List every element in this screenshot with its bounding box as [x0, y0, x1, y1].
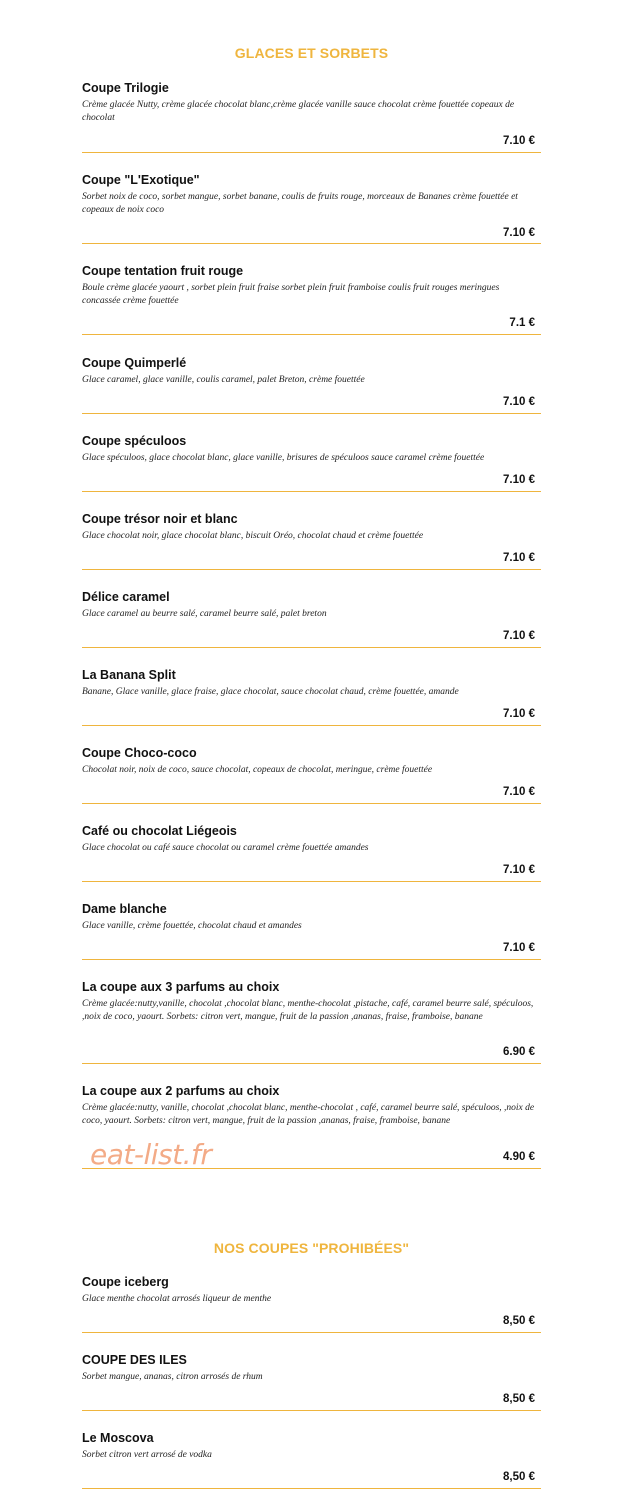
menu-item — [82, 511, 541, 564]
item-price: 8,50 € — [503, 1471, 535, 1483]
item-price: 6.90 € — [503, 1046, 535, 1058]
item-price: 7.10 € — [503, 942, 535, 954]
item-price: 7.10 € — [503, 864, 535, 876]
item-description: Crème glacée Nutty, crème glacée chocolat blanc,crème glacée vanille sauce chocolat crème fouettée copeaux de chocolat — [82, 100, 515, 124]
divider — [82, 243, 541, 244]
divider — [82, 725, 541, 726]
item-description: Sorbet citron vert arrosé de vodka — [82, 1450, 212, 1460]
item-name: La coupe aux 3 parfums au choix — [82, 980, 280, 994]
item-description: Glace caramel au beurre salé, caramel beurre salé, palet breton — [82, 609, 327, 619]
divider — [82, 647, 541, 648]
item-name: La Banana Split — [82, 668, 176, 682]
divider — [82, 334, 541, 335]
item-name: Coupe Choco-coco — [82, 746, 197, 760]
item-description: Glace vanille, crème fouettée, chocolat chaud et amandes — [82, 921, 302, 931]
menu-item — [82, 979, 541, 1058]
menu-item — [82, 263, 541, 329]
divider — [82, 491, 541, 492]
item-price: 7.10 € — [503, 630, 535, 642]
divider — [82, 413, 541, 414]
item-name: Coupe "L'Exotique" — [82, 173, 200, 187]
item-price: 7.10 € — [503, 552, 535, 564]
menu-item — [82, 80, 541, 147]
menu-item — [82, 667, 541, 720]
item-description: Sorbet noix de coco, sorbet mangue, sorbet banane, coulis de fruits rouge, morceaux de Bananes crème fouettée et copeaux de noix coco — [82, 192, 518, 216]
item-description: Glace chocolat ou café sauce chocolat ou caramel crème fouettée amandes — [82, 843, 369, 853]
item-name: Délice caramel — [82, 590, 170, 604]
item-price: 7.10 € — [503, 786, 535, 798]
item-name: Coupe tentation fruit rouge — [82, 264, 244, 278]
item-name: Le Moscova — [82, 1431, 154, 1445]
menu-item — [82, 823, 541, 876]
item-name: COUPE DES ILES — [82, 1353, 187, 1367]
item-description: Chocolat noir, noix de coco, sauce chocolat, copeaux de chocolat, meringue, crème fouettée — [82, 765, 433, 775]
item-name: Coupe Quimperlé — [82, 356, 187, 370]
item-description: Glace spéculoos, glace chocolat blanc, glace vanille, brisures de spéculoos sauce caramel crème fouettée — [82, 453, 485, 463]
item-price: 8,50 € — [503, 1393, 535, 1405]
item-price: 7.10 € — [503, 708, 535, 720]
menu-item — [82, 589, 541, 642]
divider — [82, 1410, 541, 1411]
divider — [82, 1332, 541, 1333]
divider — [82, 569, 541, 570]
watermark: eat-list.fr — [90, 1138, 212, 1171]
item-name: Coupe trésor noir et blanc — [82, 512, 238, 526]
menu-item — [82, 901, 541, 954]
menu-item — [82, 172, 541, 239]
menu-item — [82, 1430, 541, 1483]
divider — [82, 959, 541, 960]
item-name: Coupe spéculoos — [82, 434, 187, 448]
item-price: 7.10 € — [503, 135, 535, 147]
item-description: Crème glacée:nutty,vanille, chocolat ,chocolat blanc, menthe-chocolat ,pistache, café, caramel beurre salé, spéculoos, ,noix de coco, yaourt. Sorbets: citron vert, mangue, fruit de la passion ,ananas, fraise, framboise, banane — [82, 999, 534, 1023]
item-description: Crème glacée:nutty, vanille, chocolat ,chocolat blanc, menthe-chocolat , café, caramel beurre salé, spéculoos, ,noix de coco, yaourt. Sorbets: citron vert, mangue, fruit de la passion ,ananas, fraise, framboise, banane — [82, 1103, 535, 1127]
item-price: 7.10 € — [503, 396, 535, 408]
divider — [82, 881, 541, 882]
menu-item — [82, 745, 541, 798]
item-price: 7.10 € — [503, 474, 535, 486]
item-description: Glace chocolat noir, glace chocolat blanc, biscuit Oréo, chocolat chaud et crème fouettée — [82, 531, 424, 541]
item-price: 7.1 € — [509, 317, 535, 329]
item-description: Boule crème glacée yaourt , sorbet plein fruit fraise sorbet plein fruit framboise coulis fruit rouges meringues concassée crème fouettée — [82, 283, 500, 307]
item-price: 8,50 € — [503, 1315, 535, 1327]
item-description: Sorbet mangue, ananas, citron arrosés de rhum — [82, 1372, 263, 1382]
item-description: Glace caramel, glace vanille, coulis caramel, palet Breton, crème fouettée — [82, 375, 365, 385]
section-title-glaces: GLACES ET SORBETS — [234, 45, 389, 61]
divider — [82, 1488, 541, 1489]
item-name: Coupe iceberg — [82, 1275, 169, 1289]
item-name: Dame blanche — [82, 902, 167, 916]
item-description: Glace menthe chocolat arrosés liqueur de menthe — [82, 1294, 272, 1304]
divider — [82, 803, 541, 804]
menu-item — [82, 1274, 541, 1327]
section-title-prohibees: NOS COUPES "PROHIBÉES" — [213, 1240, 410, 1256]
item-name: La coupe aux 2 parfums au choix — [82, 1084, 280, 1098]
menu-item — [82, 1352, 541, 1405]
divider — [82, 152, 541, 153]
item-price: 4.90 € — [503, 1151, 535, 1163]
item-name: Café ou chocolat Liégeois — [82, 824, 237, 838]
divider — [82, 1063, 541, 1064]
menu-item — [82, 433, 541, 486]
item-price: 7.10 € — [503, 227, 535, 239]
item-description: Banane, Glace vanille, glace fraise, glace chocolat, sauce chocolat chaud, crème fouettée, amande — [82, 687, 459, 697]
menu-item — [82, 355, 541, 408]
item-name: Coupe Trilogie — [82, 81, 169, 95]
